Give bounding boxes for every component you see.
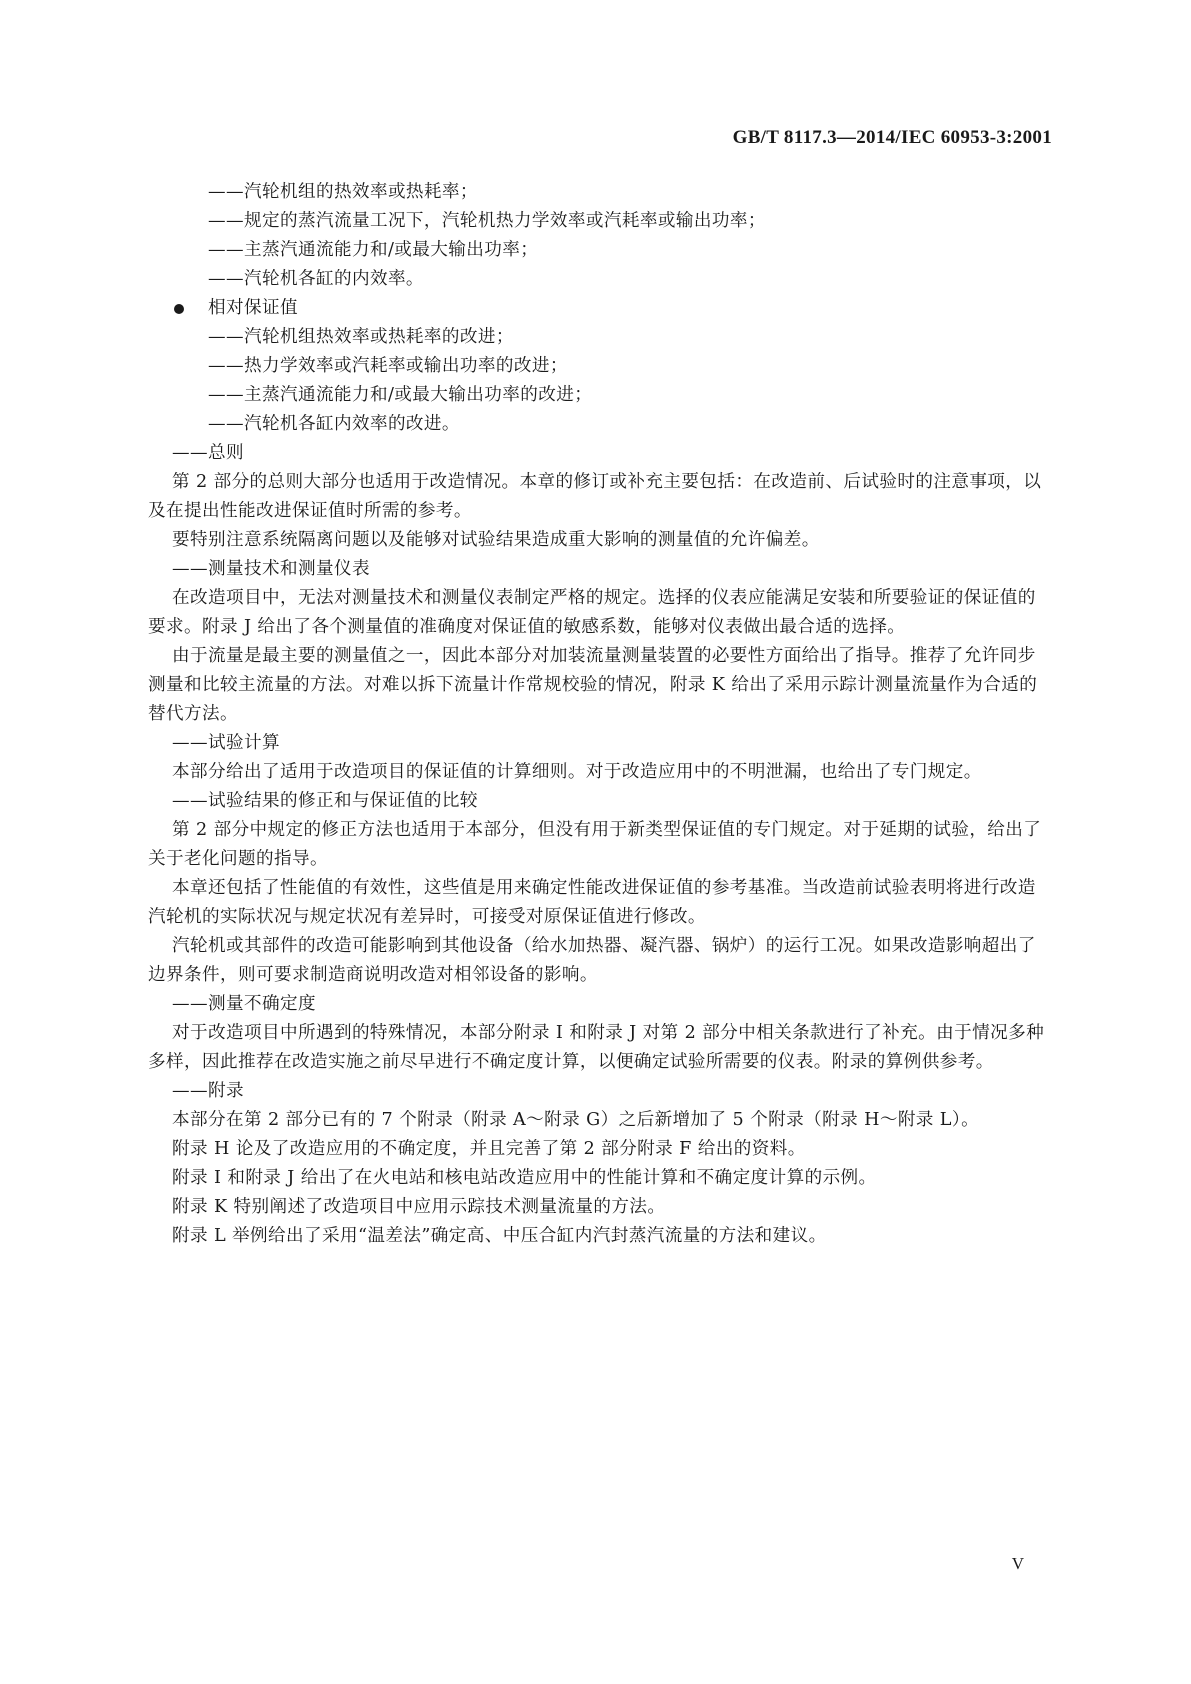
general-paragraph-2: 要特别注意系统隔离问题以及能够对试验结果造成重大影响的测量值的允许偏差。 (172, 530, 820, 550)
bullet-icon (174, 304, 184, 314)
measurement-paragraph-1: 在改造项目中，无法对测量技术和测量仪表制定严格的规定。选择的仪表应能满足安装和所要验证的保证值的要求。附录 J 给出了各个测量值的准确度对保证值的敏感系数，能够对仪表做出最合适的选择。 (148, 588, 1036, 637)
document-body (148, 178, 1048, 1251)
calculation-paragraph-1: 本部分给出了适用于改造项目的保证值的计算细则。对于改造应用中的不明泄漏，也给出了专门规定。 (172, 762, 982, 782)
annex-paragraph-4: 附录 K 特别阐述了改造项目中应用示踪技术测量流量的方法。 (172, 1197, 666, 1217)
section-calculation-heading: ——试验计算 (172, 733, 280, 753)
absolute-item-1: ——汽轮机组的热效率或热耗率； (208, 182, 478, 202)
annex-paragraph-5: 附录 L 举例给出了采用“温差法”确定高、中压合缸内汽封蒸汽流量的方法和建议。 (172, 1226, 827, 1246)
general-paragraph-1: 第 2 部分的总则大部分也适用于改造情况。本章的修订或补充主要包括：在改造前、后试验时的注意事项，以及在提出性能改进保证值时所需的参考。 (148, 472, 1042, 521)
absolute-item-4: ——汽轮机各缸的内效率。 (208, 269, 424, 289)
section-correction-heading: ——试验结果的修正和与保证值的比较 (172, 791, 478, 811)
absolute-item-2: ——规定的蒸汽流量工况下，汽轮机热力学效率或汽耗率或输出功率； (208, 211, 766, 231)
relative-guarantee-bullet (172, 294, 1048, 323)
relative-guarantee-label: 相对保证值 (208, 298, 298, 318)
correction-paragraph-3: 汽轮机或其部件的改造可能影响到其他设备（给水加热器、凝汽器、锅炉）的运行工况。如果改造影响超出了边界条件，则可要求制造商说明改造对相邻设备的影响。 (148, 936, 1036, 985)
relative-item-1: ——汽轮机组热效率或热耗率的改进； (208, 327, 514, 347)
correction-paragraph-1: 第 2 部分中规定的修正方法也适用于本部分，但没有用于新类型保证值的专门规定。对于延期的试验，给出了关于老化问题的指导。 (148, 820, 1042, 869)
section-annex-heading: ——附录 (172, 1081, 244, 1101)
standard-code-header: GB/T 8117.3—2014/IEC 60953-3:2001 (732, 127, 1052, 148)
section-measurement-heading: ——测量技术和测量仪表 (172, 559, 370, 579)
relative-item-2: ——热力学效率或汽耗率或输出功率的改进； (208, 356, 568, 376)
page-number: V (1011, 1554, 1024, 1573)
section-uncertainty-heading: ——测量不确定度 (172, 994, 316, 1014)
absolute-item-3: ——主蒸汽通流能力和/或最大输出功率； (208, 240, 539, 260)
correction-paragraph-2: 本章还包括了性能值的有效性，这些值是用来确定性能改进保证值的参考基准。当改造前试验表明将进行改造汽轮机的实际状况与规定状况有差异时，可接受对原保证值进行修改。 (148, 878, 1036, 927)
relative-item-4: ——汽轮机各缸内效率的改进。 (208, 414, 460, 434)
uncertainty-paragraph-1: 对于改造项目中所遇到的特殊情况，本部分附录 I 和附录 J 对第 2 部分中相关条款进行了补充。由于情况多种多样，因此推荐在改造实施之前尽早进行不确定度计算，以便确定试验所需要的仪表。附录的算例供参考。 (148, 1023, 1045, 1072)
annex-paragraph-3: 附录 I 和附录 J 给出了在火电站和核电站改造应用中的性能计算和不确定度计算的示例。 (172, 1168, 877, 1188)
annex-paragraph-1: 本部分在第 2 部分已有的 7 个附录（附录 A～附录 G）之后新增加了 5 个附录（附录 H～附录 L）。 (172, 1110, 980, 1130)
relative-item-3: ——主蒸汽通流能力和/或最大输出功率的改进； (208, 385, 593, 405)
measurement-paragraph-2: 由于流量是最主要的测量值之一，因此本部分对加装流量测量装置的必要性方面给出了指导。推荐了允许同步测量和比较主流量的方法。对难以拆下流量计作常规校验的情况，附录 K 给出了采用示踪计测量流量作为合适的替代方法。 (148, 646, 1038, 724)
annex-paragraph-2: 附录 H 论及了改造应用的不确定度，并且完善了第 2 部分附录 F 给出的资料。 (172, 1139, 806, 1159)
section-general-heading: ——总则 (172, 443, 244, 463)
